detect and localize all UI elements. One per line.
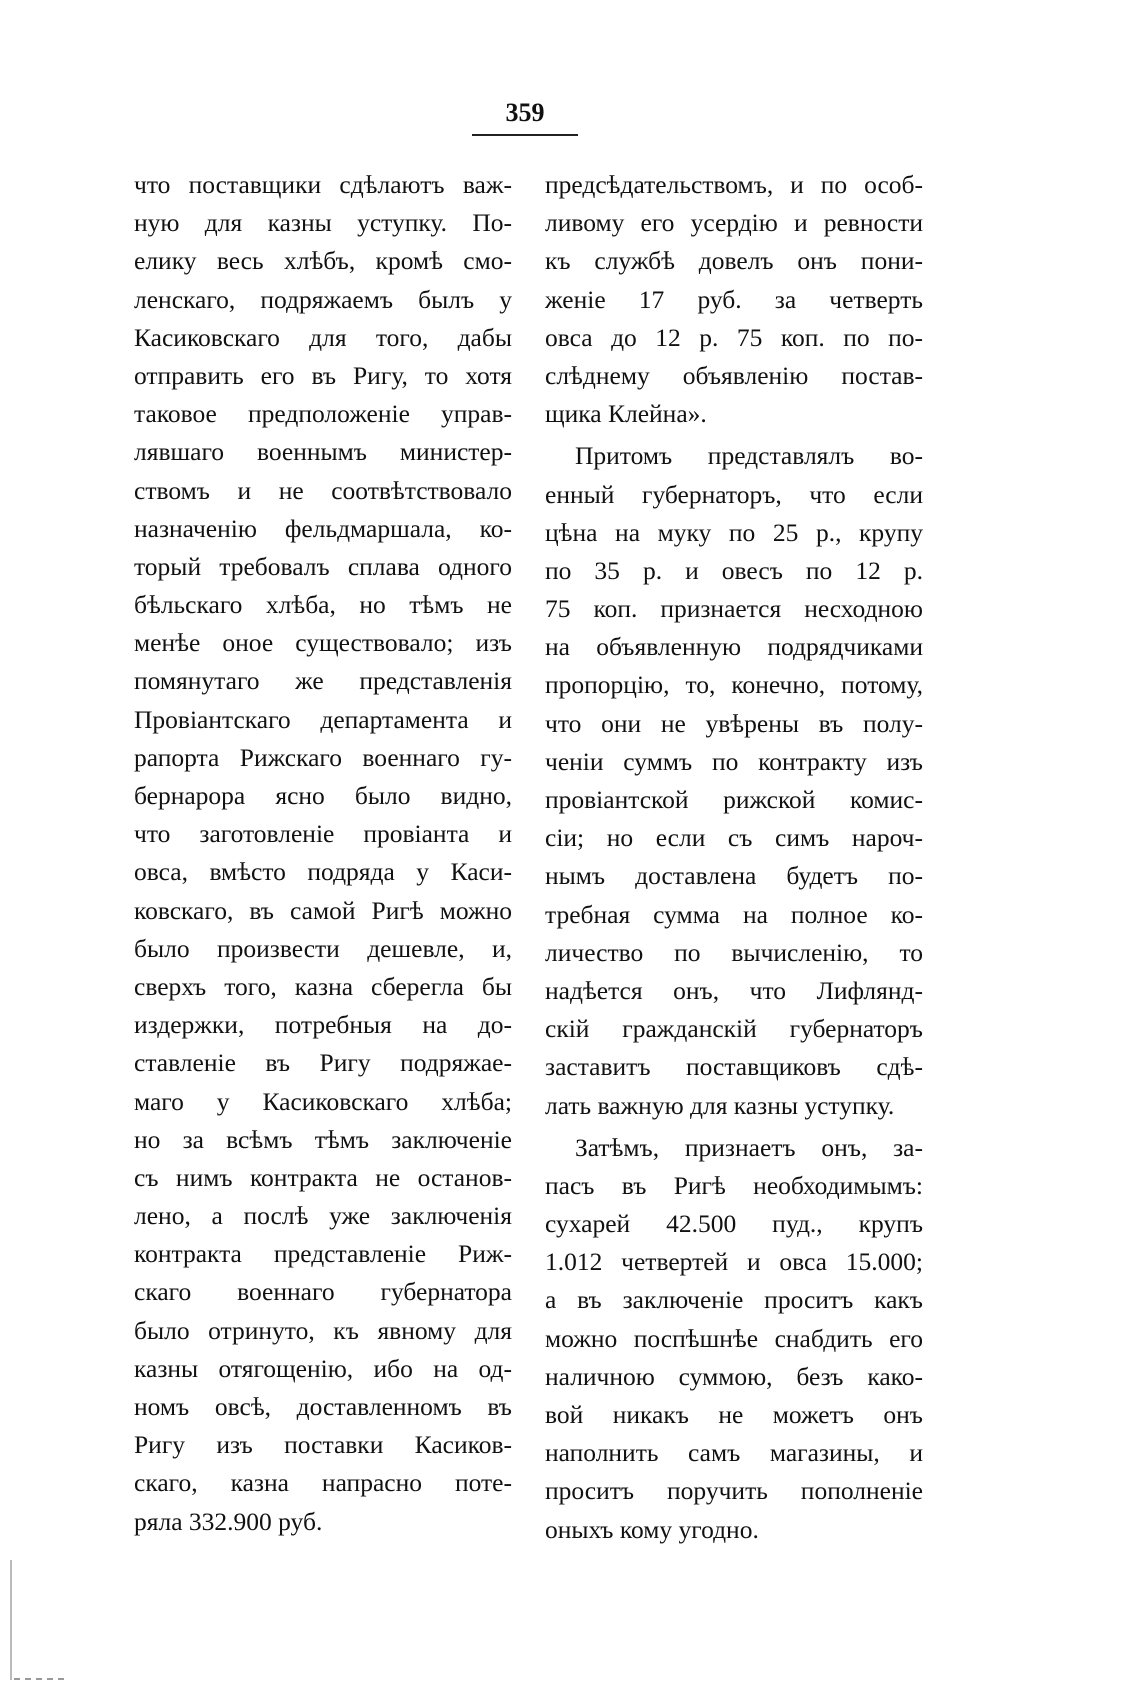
right-column [545,166,923,1549]
text-line: назначенію фельдмаршала, ко- [134,513,512,543]
paragraph [545,437,923,1124]
text-line: Провіантскаго департамента и [134,704,512,734]
text-line: енный губернаторъ, что если [545,479,923,509]
text-line: торый требовалъ сплава одного [134,551,512,581]
text-line: ковскаго, въ самой Ригѣ можно [134,895,512,925]
text-line: 75 коп. признается несходною [545,594,923,624]
text-line: съ нимъ контракта не останов- [134,1162,512,1192]
text-line: вой никакъ не можетъ онъ [545,1400,923,1429]
text-line: сверхъ того, казна сберегла бы [134,971,512,1001]
text-line: нымъ доставлена будетъ по- [545,861,923,891]
text-line: сіи; но если съ симъ нароч- [545,823,923,853]
text-line: личество по вычисленію, то [545,937,923,967]
text-line: отправить его въ Ригу, то хотя [134,360,512,390]
text-line: лявшаго военнымъ министер- [134,437,512,467]
text-line: Затѣмъ, признаетъ онъ, за- [575,1132,923,1162]
text-line: ную для казны уступку. По- [134,208,512,238]
text-line: скаго, казна напрасно поте- [134,1468,512,1498]
left-column [134,166,512,1541]
text-line: помянутаго же представленія [134,666,512,696]
text-line: на объявленную подрядчиками [545,632,923,662]
text-line: проситъ поручить пополненіе [545,1476,923,1506]
text-line: бернарора ясно было видно, [134,781,512,810]
text-line: сухарей 42.500 пуд., крупъ [545,1209,923,1239]
text-line: наполнить самъ магазины, и [545,1438,923,1468]
text-line: требная сумма на полное ко- [545,899,923,929]
text-line: 1.012 четвертей и овса 15.000; [545,1247,923,1277]
text-line: можно поспѣшнѣе снабдить его [545,1323,923,1353]
text-line: елику весь хлѣбъ, кромѣ смо- [134,246,512,276]
paragraph [545,1129,923,1549]
binding-edge-mark [10,1560,12,1680]
text-line: скій гражданскій губернаторъ [545,1014,923,1044]
text-line: женіе 17 руб. за четверть [545,284,923,314]
text-line: пасъ въ Ригѣ необходимымъ: [545,1170,923,1200]
text-line: щика Клейна». [545,399,707,429]
text-line: таковое предположеніе управ- [134,399,512,429]
text-line: по 35 р. и овесъ по 12 р. [545,555,923,585]
text-line: провіантской рижской комис- [545,785,923,814]
text-line: оныхъ кому угодно. [545,1514,759,1544]
text-line: ствомъ и не соотвѣтствовало [134,475,512,505]
text-line: а въ заключеніе проситъ какъ [545,1285,923,1315]
text-line: ряла 332.900 руб. [134,1506,323,1536]
text-line: издержки, потребныя на до- [134,1010,512,1040]
text-line: бѣльскаго хлѣба, но тѣмъ не [134,590,512,620]
text-line: наличною суммою, безъ како- [545,1361,923,1391]
text-line: ленскаго, подряжаемъ былъ у [134,284,512,314]
text-line: что поставщики сдѣлаютъ важ- [134,170,512,199]
text-line: слѣднему объявленію постав- [545,360,923,390]
text-line: ставленіе въ Ригу подряжае- [134,1048,512,1078]
text-line: но за всѣмъ тѣмъ заключеніе [134,1124,512,1154]
paragraph [545,166,923,433]
text-line: было отринуто, къ явному для [134,1315,512,1345]
text-line: казны отягощенію, ибо на од- [134,1353,512,1383]
text-line: ливому его усердію и ревности [545,208,923,238]
text-line: было произвести дешевле, и, [134,933,512,963]
text-line: Притомъ представлялъ во- [575,441,923,471]
text-line: къ службѣ довелъ онъ пони- [545,246,923,276]
text-line: контракта представленіе Риж- [134,1239,512,1269]
text-line: маго у Касиковскаго хлѣба; [134,1086,512,1116]
text-line: Касиковскаго для того, дабы [134,322,512,352]
text-line: ченіи суммъ по контракту изъ [545,746,923,776]
text-line: что заготовленіе провіанта и [134,819,512,849]
text-line: рапорта Рижскаго военнаго гу- [134,742,512,772]
text-line: что они не увѣрены въ полу- [545,708,923,738]
text-line: овса до 12 р. 75 коп. по по- [545,322,923,352]
text-line: овса, вмѣсто подряда у Каси- [134,857,512,887]
text-line: лать важную для казны уступку. [545,1090,895,1120]
page-number: 359 [505,98,545,127]
text-line: менѣе оное существовало; изъ [134,628,512,658]
text-line: Ригу изъ поставки Касиков- [134,1430,512,1460]
text-line: скаго военнаго губернатора [134,1277,512,1307]
text-line: номъ овсѣ, доставленномъ въ [134,1392,512,1421]
text-line: заставитъ поставщиковъ сдѣ- [545,1052,923,1082]
text-line: предсѣдательствомъ, и по особ- [545,170,923,199]
text-line: надѣется онъ, что Лифлянд- [545,975,923,1005]
text-line: цѣна на муку по 25 р., крупу [545,517,923,547]
text-line: пропорцію, то, конечно, потому, [545,670,923,700]
binding-edge-foot-mark [14,1678,64,1680]
text-line: лено, а послѣ уже заключенія [134,1201,512,1231]
page-number-rule [472,134,578,136]
